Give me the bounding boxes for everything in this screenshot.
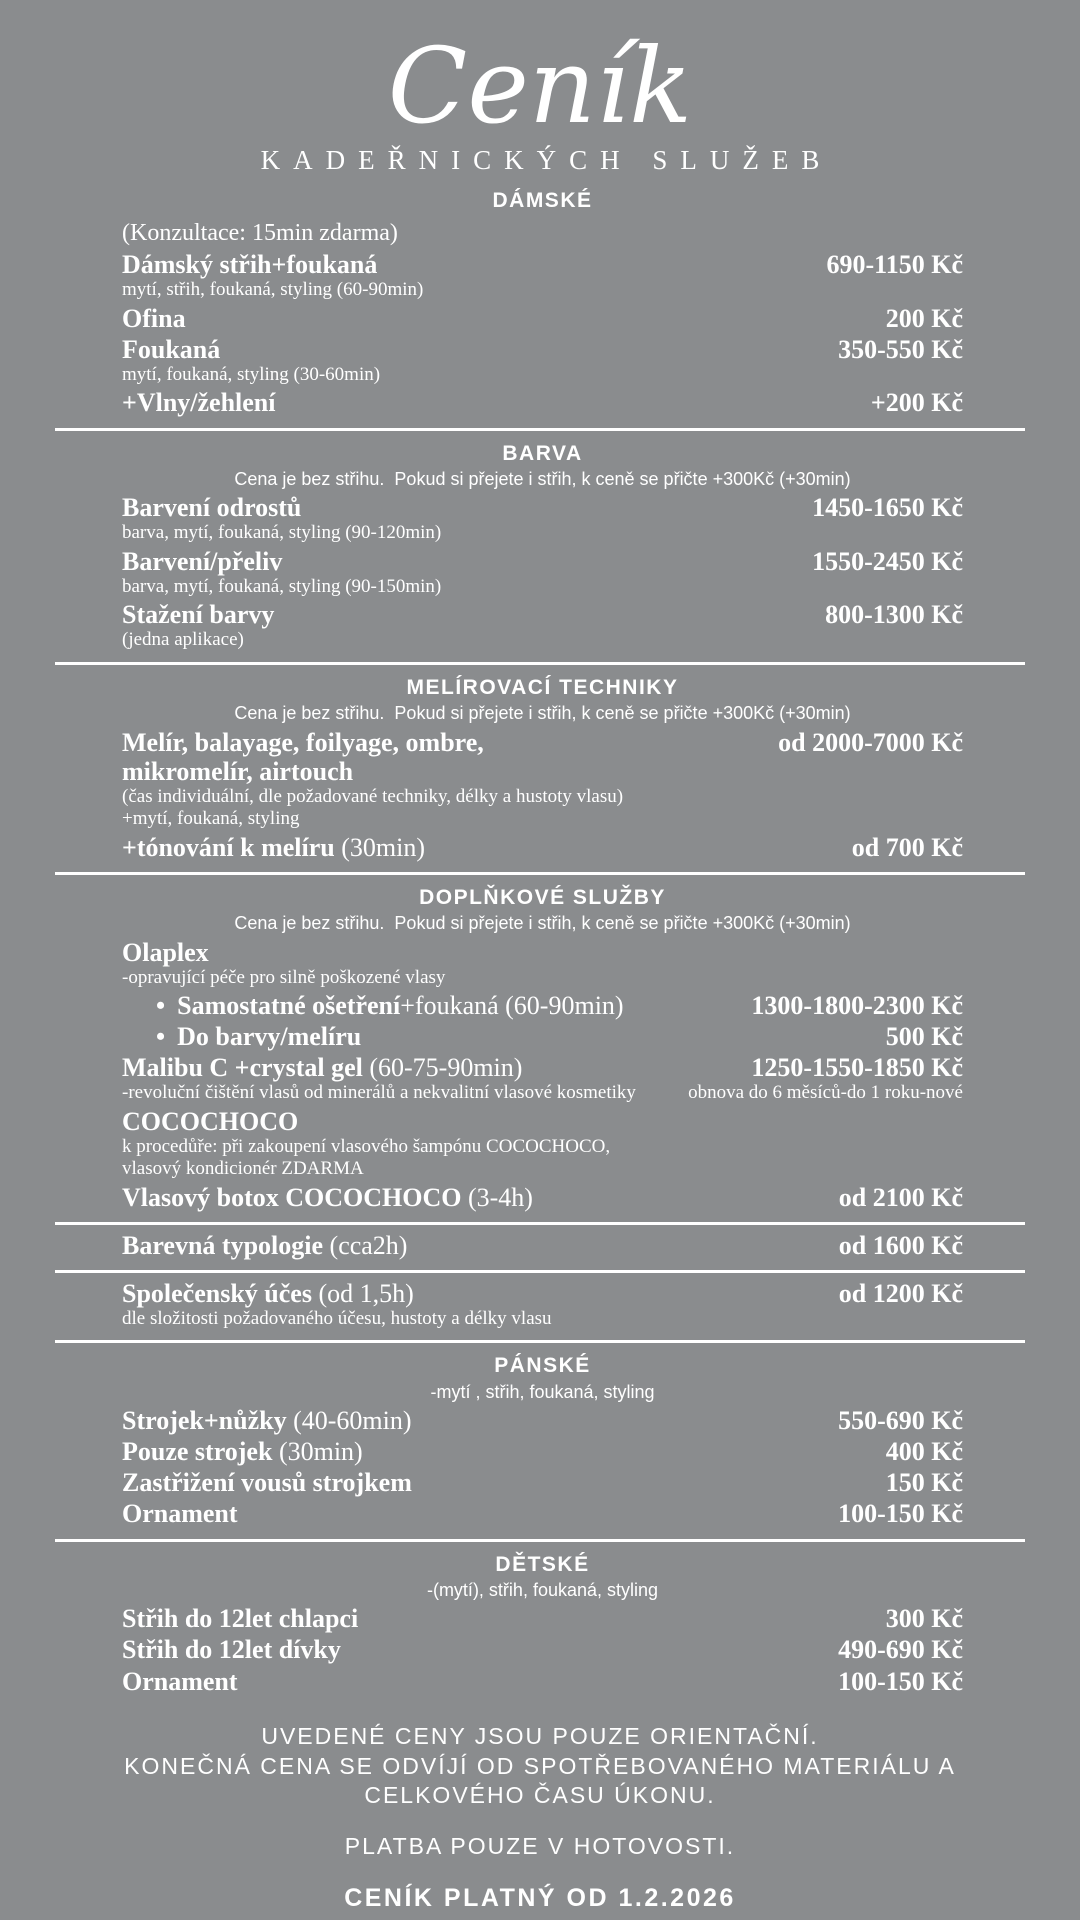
section-barevna-typologie — [0, 1231, 1080, 1260]
price-list-item — [122, 335, 963, 387]
section-header: DOPLŇKOVÉ SLUŽBY — [419, 885, 666, 909]
price-list-item — [122, 1635, 963, 1664]
item-description: mytí, střih, foukaná, styling (60-90min) — [122, 279, 424, 301]
item-name: Olaplex — [122, 937, 209, 967]
item-description: -revoluční čištění vlasů od minerálů a nekvalitní vlasové kosmetiky — [122, 1082, 636, 1104]
price-list-item — [122, 388, 963, 417]
section-header: BARVA — [502, 441, 583, 465]
bullet-icon: • — [156, 991, 166, 1021]
item-price: od 700 Kč — [851, 832, 963, 862]
item-name-suffix: (60-75-90min) — [362, 1053, 523, 1083]
item-price: 1550-2450 Kč — [812, 546, 963, 576]
price-list-item — [122, 1279, 963, 1331]
section-melirovaci-techniky — [0, 675, 1080, 862]
footer-disclaimer — [0, 1722, 1080, 1812]
section-header: PÁNSKÉ — [494, 1354, 591, 1378]
item-name: Střih do 12let dívky — [122, 1635, 341, 1665]
item-description: dle složitosti požadovaného účesu, hustoty a délky vlasu — [122, 1308, 552, 1329]
price-list-item — [122, 991, 963, 1020]
price-list-item — [122, 938, 963, 990]
item-price: 1250-1550-1850 Kč — [751, 1053, 963, 1083]
page-title: Ceník — [387, 25, 693, 147]
item-name: Ofina — [122, 303, 186, 333]
price-list-item — [122, 1667, 963, 1696]
section-doplnkove-sluzby — [0, 885, 1080, 1212]
item-name: +tónování k melíru — [122, 832, 335, 862]
item-name: Vlasový botox COCOCHOCO — [122, 1182, 462, 1212]
item-price-note: obnova do 6 měsíců-do 1 roku-nové — [688, 1082, 963, 1104]
item-name: Strojek+nůžky — [122, 1406, 287, 1436]
item-price: 500 Kč — [885, 1022, 963, 1052]
item-price: od 2100 Kč — [838, 1182, 963, 1212]
item-price: 350-550 Kč — [838, 334, 963, 364]
price-list-item — [122, 728, 963, 831]
item-description: (jedna aplikace) — [122, 629, 244, 651]
item-price: 550-690 Kč — [838, 1406, 963, 1436]
section-subtitle: Cena je bez střihu. Pokud si přejete i střih, k ceně se přičte +300Kč (+30min) — [234, 703, 851, 724]
section-spolecensky-uces — [0, 1279, 1080, 1331]
section-subtitle: -(mytí), střih, foukaná, styling — [426, 1579, 659, 1600]
price-list-item — [122, 833, 963, 862]
item-name-suffix: (cca2h) — [323, 1230, 408, 1260]
item-description: barva, mytí, foukaná, styling (90-120min) — [122, 522, 442, 544]
section-divider — [55, 1222, 1025, 1225]
item-name: Pouze strojek — [122, 1437, 273, 1467]
item-name: Zastřižení vousů strojkem — [122, 1468, 412, 1498]
item-name: Společenský účes — [122, 1278, 312, 1308]
item-name-suffix: (40-60min) — [286, 1406, 412, 1436]
section-divider — [55, 1340, 1025, 1343]
price-list-item — [122, 493, 963, 545]
bullet-icon: • — [156, 1022, 166, 1052]
item-description: -opravující péče pro silně poškozené vlasy — [122, 966, 446, 988]
section-panske — [0, 1353, 1080, 1528]
item-name: Ornament — [122, 1666, 238, 1696]
section-damske — [0, 188, 1080, 418]
item-price: 1300-1800-2300 Kč — [751, 991, 963, 1021]
section-divider — [55, 1270, 1025, 1273]
item-price: 490-690 Kč — [838, 1635, 963, 1665]
item-name-suffix: +foukaná (60-90min) — [400, 991, 624, 1021]
item-price: 1450-1650 Kč — [812, 493, 963, 523]
item-description: vlasový kondicionér ZDARMA — [122, 1158, 364, 1180]
item-name: Barevná typologie — [122, 1230, 324, 1260]
section-header: DĚTSKÉ — [495, 1552, 590, 1576]
item-description: +mytí, foukaná, styling — [122, 808, 300, 830]
price-list-item — [122, 304, 963, 333]
item-price: 400 Kč — [885, 1437, 963, 1467]
item-name: +Vlny/žehlení — [122, 388, 276, 418]
price-list-item — [122, 250, 963, 302]
item-price: 200 Kč — [885, 303, 963, 333]
item-name-line2: mikromelír, airtouch — [122, 756, 354, 786]
item-name: Barvení/přeliv — [122, 546, 283, 576]
item-name: Melír, balayage, foilyage, ombre, — [122, 727, 484, 757]
item-name-suffix: (30min) — [334, 832, 425, 862]
section-detske — [0, 1552, 1080, 1696]
price-list-item — [122, 1107, 963, 1181]
item-name-suffix: (od 1,5h) — [311, 1278, 414, 1308]
footer-disclaimer-line3: CELKOVÉHO ČASU ÚKONU. — [364, 1782, 716, 1809]
item-description: (čas individuální, dle požadované techniky, délky a hustoty vlasu) — [122, 785, 624, 807]
item-price: od 2000-7000 Kč — [778, 727, 963, 757]
section-subtitle: Cena je bez střihu. Pokud si přejete i střih, k ceně se přičte +300Kč (+30min) — [234, 913, 851, 933]
item-description: k procedůře: při zakoupení vlasového šampónu COCOCHOCO, — [122, 1135, 611, 1157]
price-list-item — [122, 1468, 963, 1497]
item-name: Do barvy/melíru — [177, 1022, 362, 1052]
item-name: Foukaná — [122, 334, 221, 364]
section-header: MELÍROVACÍ TECHNIKY — [406, 675, 679, 699]
section-divider — [55, 1539, 1025, 1542]
item-price: 150 Kč — [885, 1468, 963, 1498]
footer-payment-note: PLATBA POUZE V HOTOVOSTI. — [344, 1833, 736, 1860]
price-list-item — [122, 1022, 963, 1051]
price-list-item — [122, 547, 963, 599]
footer-disclaimer-line2: KONEČNÁ CENA SE ODVÍJÍ OD SPOTŘEBOVANÉHO MATERIÁLU A — [124, 1752, 956, 1779]
section-subtitle: -mytí , střih, foukaná, styling — [430, 1381, 655, 1402]
price-list-item — [122, 1231, 963, 1260]
item-name-suffix: (3-4h) — [461, 1182, 533, 1212]
item-description: barva, mytí, foukaná, styling (90-150min) — [122, 575, 442, 597]
item-name: Samostatné ošetření — [177, 991, 401, 1021]
section-note: (Konzultace: 15min zdarma) — [122, 220, 398, 247]
item-name: COCOCHOCO — [122, 1106, 299, 1136]
price-list-item — [122, 1183, 963, 1212]
section-divider — [55, 428, 1025, 431]
item-price: 690-1150 Kč — [826, 250, 963, 280]
page-subtitle: KADEŘNICKÝCH SLUŽEB — [260, 145, 833, 176]
price-list-item — [122, 1499, 963, 1528]
item-price: +200 Kč — [870, 388, 963, 418]
footer — [0, 1722, 1080, 1914]
footer-disclaimer-line1: UVEDENÉ CENY JSOU POUZE ORIENTAČNÍ. — [261, 1722, 819, 1749]
price-list-item — [122, 1406, 963, 1435]
item-price: 100-150 Kč — [838, 1499, 963, 1529]
item-price: 100-150 Kč — [838, 1666, 963, 1696]
section-subtitle: Cena je bez střihu. Pokud si přejete i střih, k ceně se přičte +300Kč (+30min) — [234, 468, 851, 489]
item-name: Stažení barvy — [122, 600, 275, 630]
price-list-item — [122, 1604, 963, 1633]
item-price: 300 Kč — [885, 1604, 963, 1634]
price-list-item — [122, 1053, 963, 1105]
section-barva — [0, 441, 1080, 652]
item-name: Malibu C +crystal gel — [122, 1053, 363, 1083]
item-name-suffix: (30min) — [272, 1437, 363, 1467]
item-description: mytí, foukaná, styling (30-60min) — [122, 364, 381, 386]
section-divider — [55, 872, 1025, 875]
item-price: od 1200 Kč — [838, 1278, 963, 1308]
item-name: Ornament — [122, 1499, 238, 1529]
price-list-item — [122, 600, 963, 652]
price-list-item — [122, 1437, 963, 1466]
item-name: Barvení odrostů — [122, 493, 302, 523]
item-price: 800-1300 Kč — [825, 600, 963, 630]
section-divider — [55, 662, 1025, 665]
item-name: Dámský střih+foukaná — [122, 250, 378, 280]
item-name: Střih do 12let chlapci — [122, 1604, 359, 1634]
item-price: od 1600 Kč — [838, 1230, 963, 1260]
footer-validity-note: CENÍK PLATNÝ OD 1.2.2026 — [344, 1884, 736, 1913]
section-header: DÁMSKÉ — [492, 189, 593, 213]
